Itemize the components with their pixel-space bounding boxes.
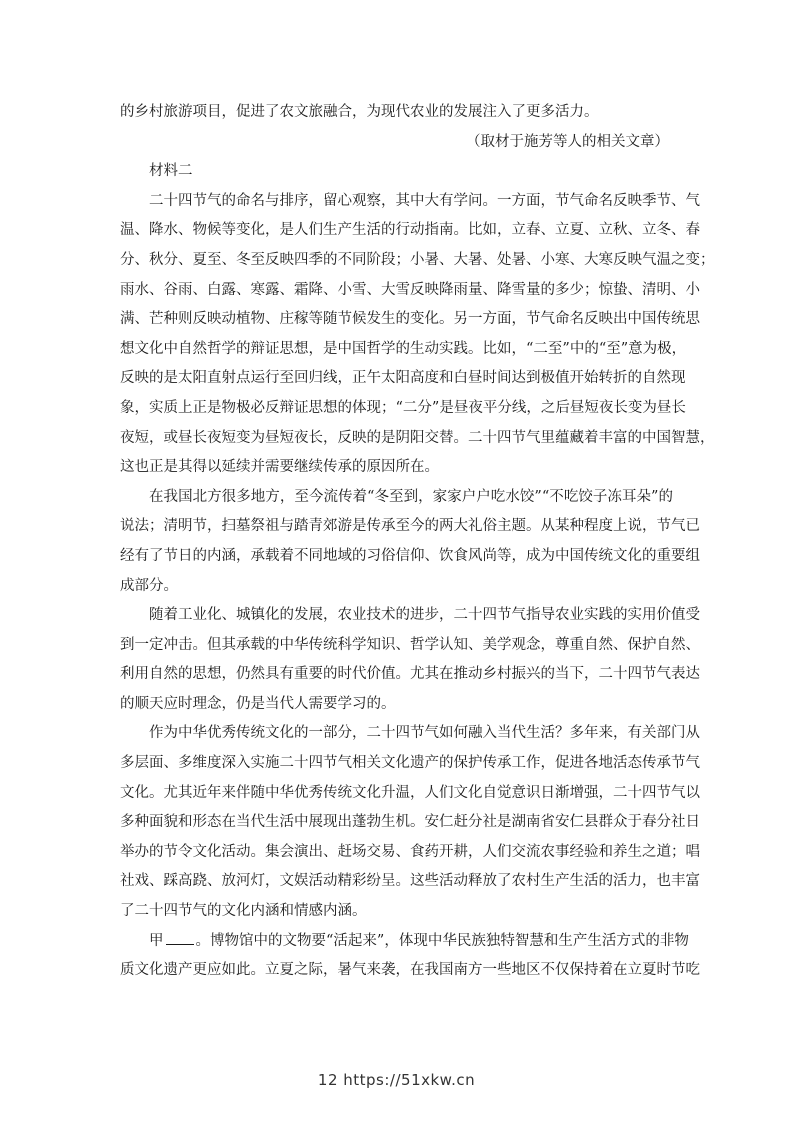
paragraph-line: 的顺天应时理念，仍是当代人需要学习的。 [120, 695, 396, 712]
document-body [120, 98, 715, 986]
paragraph-line: 了二十四节气的文化内涵和情感内涵。 [120, 903, 367, 920]
paragraph-line: 的乡村旅游项目，促进了农文旅融合，为现代农业的发展注入了更多活力。 [120, 104, 599, 120]
paragraph-line: 雨水、谷雨、白露、寒露、霜降、小雪、大雪反映降雨量、降雪量的多少；惊蛰、清明、小 [120, 281, 700, 298]
paragraph-line: 满、芒种则反映动植物、庄稼等随节候发生的变化。另一方面，节气命名反映出中国传统思 [120, 311, 700, 328]
paragraph-line: 文化。尤其近年来伴随中华优秀传统文化升温，人们文化自觉意识日渐增强，二十四节气以 [120, 784, 700, 801]
fill-in-blank [166, 928, 194, 945]
paragraph-line: 说法；清明节，扫墓祭祖与踏青郊游是传承至今的两大礼俗主题。从某种程度上说，节气已 [120, 518, 700, 535]
paragraph-line: 成部分。 [120, 577, 178, 594]
section-heading: 材料二 [149, 163, 193, 180]
paragraph-line: 利用自然的思想，仍然具有重要的时代价值。尤其在推动乡村振兴的当下，二十四节气表达 [120, 666, 700, 683]
paragraph-line: 在我国北方很多地方，至今流传着“冬至到，家家户户吃水饺”“不吃饺子冻耳朵”的 [149, 488, 673, 505]
paragraph-line: 社戏、踩高跷、放河灯，文娱活动精彩纷呈。这些活动释放了农村生产生活的活力，也丰富 [120, 873, 700, 890]
paragraph-line: 这也正是其得以延续并需要继续传承的原因所在。 [120, 459, 439, 476]
paragraph-line: 温、降水、物候等变化，是人们生产生活的行动指南。比如，立春、立夏、立秋、立冬、春 [120, 222, 700, 239]
page-footer: 12 https://51xkw.cn [317, 1071, 476, 1089]
paragraph-text: 。博物馆中的文物要“活起来”，体现中华民族独特智慧和生产生活方式的非物 [195, 932, 689, 949]
blank-label: 甲 [149, 932, 164, 949]
paragraph-line: 分、秋分、夏至、冬至反映四季的不同阶段；小暑、大暑、处暑、小寒、大寒反映气温之变； [120, 251, 715, 268]
paragraph-line: 到一定冲击。但其承载的中华传统科学知识、哲学认知、美学观念，尊重自然、保护自然、 [120, 636, 700, 653]
paragraph-line: 作为中华优秀传统文化的一部分，二十四节气如何融入当代生活？多年来，有关部门从 [149, 725, 700, 742]
paragraph-line: 随着工业化、城镇化的发展，农业技术的进步，二十四节气指导农业实践的实用价值受 [149, 607, 700, 624]
paragraph-line: 象，实质上正是物极必反辩证思想的体现；“二分”是昼夜平分线，之后昼短夜长变为昼长 [120, 399, 686, 416]
paragraph-line: 二十四节气的命名与排序，留心观察，其中大有学问。一方面，节气命名反映季节、气 [149, 192, 700, 209]
paragraph-line: 质文化遗产更应如此。立夏之际，暑气来袭，在我国南方一些地区不仅保持着在立夏时节吃 [120, 962, 700, 979]
paragraph-line: 多种面貌和形态在当代生活中展现出蓬勃生机。安仁赶分社是湖南省安仁县群众于春分社日 [120, 814, 700, 831]
paragraph-line: 夜短，或昼长夜短变为昼短夜长，反映的是阴阳交替。二十四节气里蕴藏着丰富的中国智慧， [120, 429, 715, 446]
paragraph-line: 反映的是太阳直射点运行至回归线，正午太阳高度和白昼时间达到极值开始转折的自然现 [120, 370, 686, 387]
source-citation: （取材于施芳等人的相关文章） [466, 133, 669, 150]
paragraph-line-with-blank [120, 927, 689, 957]
paragraph-line: 想文化中自然哲学的辩证思想，是中国哲学的生动实践。比如，“二至”中的“至”意为极， [120, 340, 687, 357]
paragraph-line: 经有了节日的内涵，承载着不同地域的习俗信仰、饮食风尚等，成为中国传统文化的重要组 [120, 547, 700, 564]
paragraph-line: 多层面、多维度深入实施二十四节气相关文化遗产的保护传承工作，促进各地活态传承节气 [120, 755, 700, 772]
paragraph-line: 举办的节令文化活动。集会演出、赶场交易、食药开耕，人们交流农事经验和养生之道；唱 [120, 843, 700, 860]
